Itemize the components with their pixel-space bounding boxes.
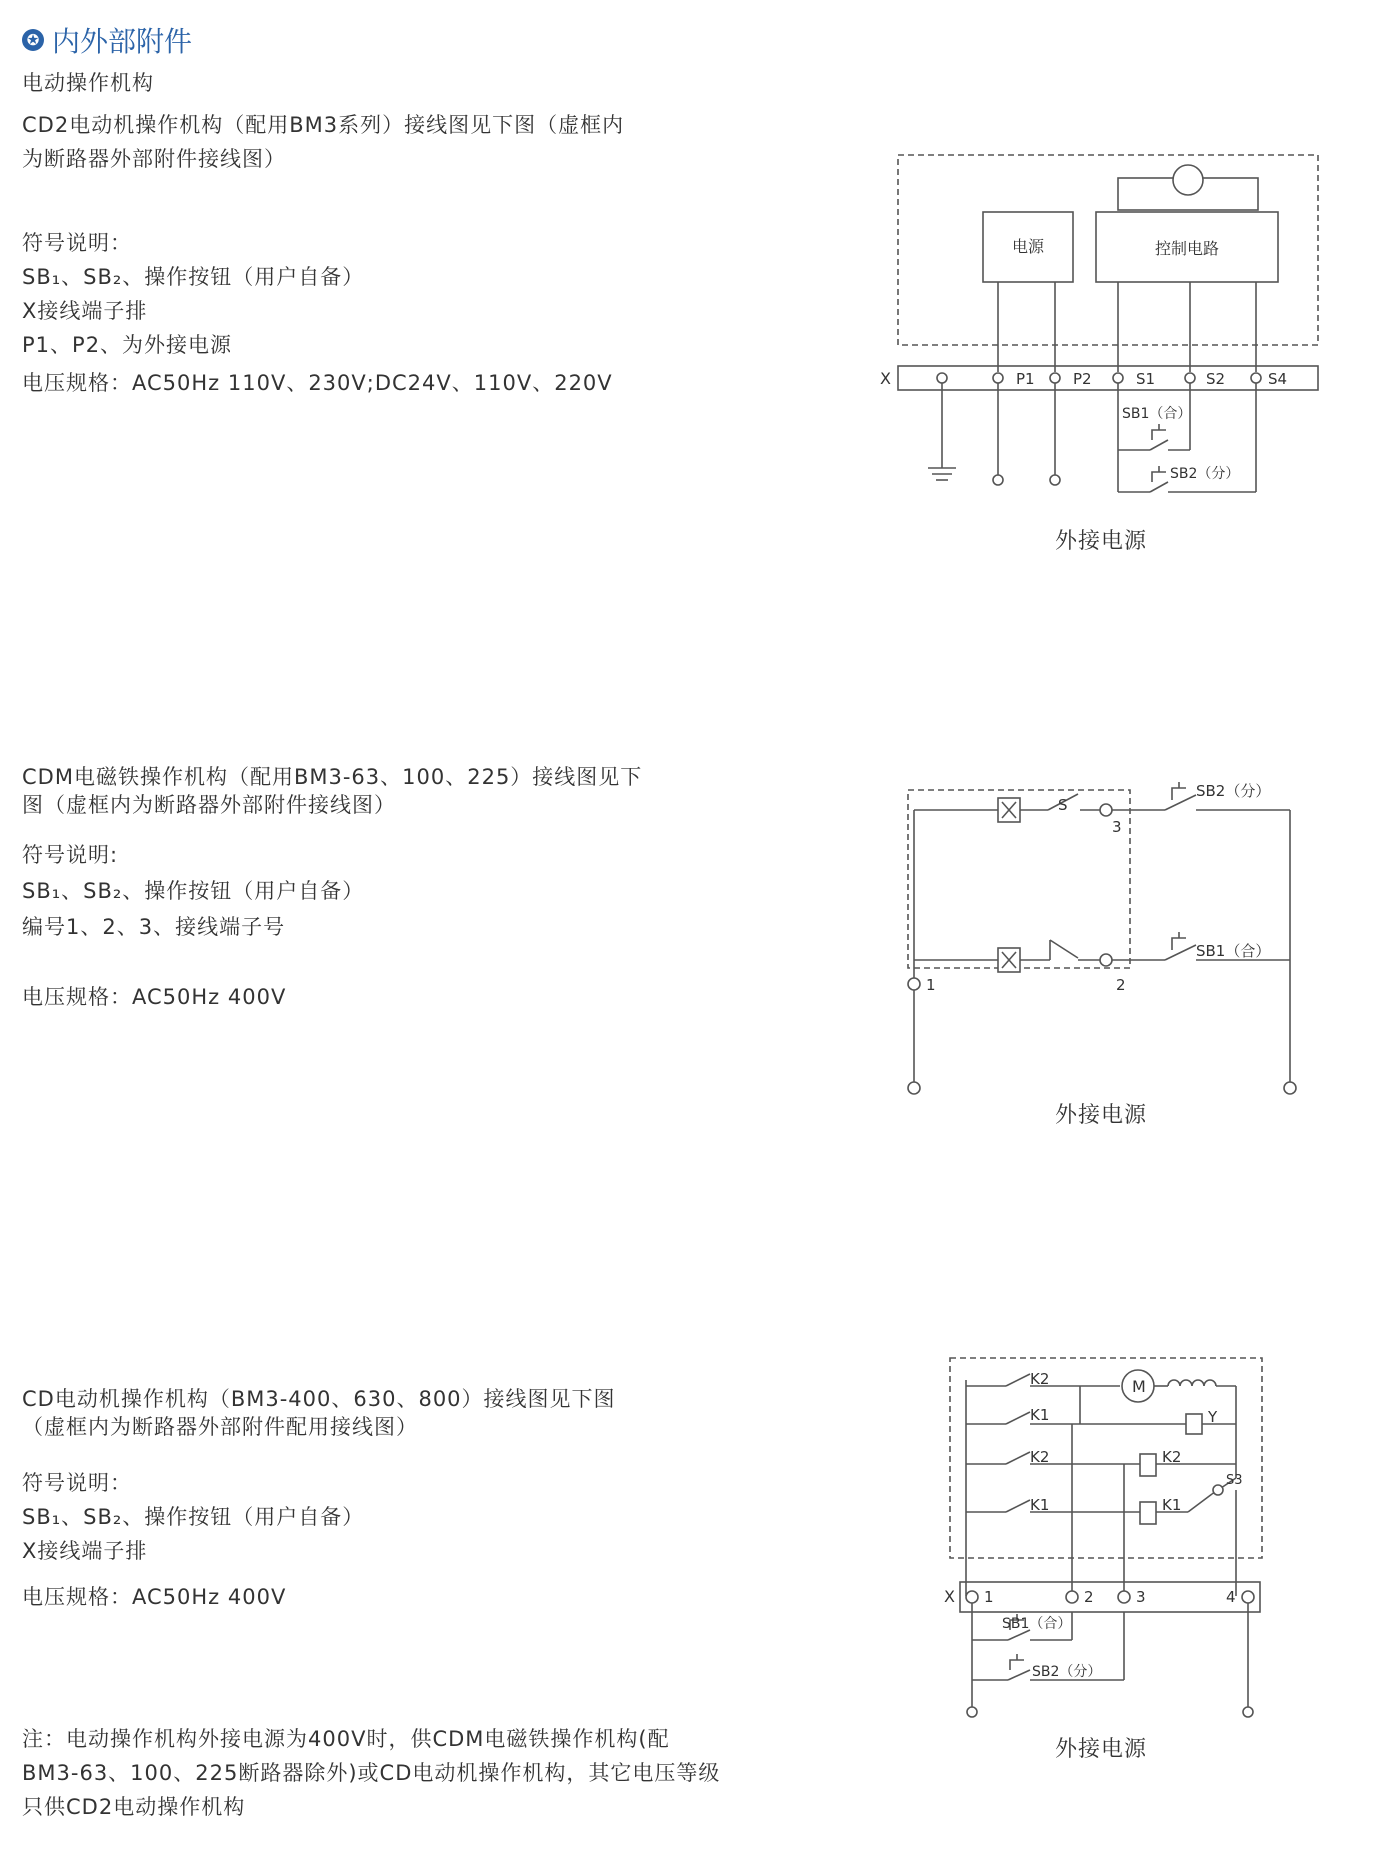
diagram3-s3-label: S3 [1226, 1473, 1243, 1488]
diagram3-motor-label: M [1132, 1377, 1146, 1396]
diagram3-inductor [1168, 1380, 1216, 1386]
diagram3-dashed-frame [950, 1358, 1262, 1558]
diagram1-label-s4: S4 [1268, 370, 1288, 388]
diagram3-coil-y [1186, 1414, 1202, 1434]
diagram3-k1a-label: K1 [1030, 1406, 1050, 1424]
block3-symbol-2: X接线端子排 [22, 1539, 148, 1563]
diagram2-terminal-3-label: 3 [1112, 818, 1122, 836]
block3-line2: （虚框内为断路器外部附件配用接线图） [22, 1415, 418, 1439]
diagram3-k2a-label: K2 [1030, 1370, 1050, 1388]
diagram3-terminal-1-label: 1 [984, 1588, 994, 1606]
block1-symbol-1: SB₁、SB₂、操作按钮（用户自备） [22, 265, 365, 289]
diagram3-coil-k2 [1140, 1454, 1156, 1476]
block1-symbol-2: X接线端子排 [22, 299, 148, 323]
diagram3-terminal-2-label: 2 [1084, 1588, 1094, 1606]
block2-line2: 图（虚框内为断路器外部附件接线图） [22, 793, 396, 817]
diagram3-terminal-strip [960, 1582, 1260, 1612]
diagram1-power-label: 电源 [1011, 237, 1045, 256]
block1-symbols-title: 符号说明： [22, 231, 132, 255]
block2-symbol-1: SB₁、SB₂、操作按钮（用户自备） [22, 879, 365, 903]
note-line2: BM3-63、100、225断路器除外)或CD电动机操作机构，其它电压等级 [22, 1761, 721, 1785]
block3-voltage: 电压规格：AC50Hz 400V [22, 1585, 287, 1609]
diagram3-terminal-4-label: 4 [1226, 1588, 1236, 1606]
block3-symbols-title: 符号说明： [22, 1471, 132, 1495]
note-line1: 注：电动操作机构外接电源为400V时，供CDM电磁铁操作机构(配 [22, 1727, 670, 1751]
diagram3-terminal-2 [1066, 1591, 1078, 1603]
block3-line1: CD电动机操作机构（BM3-400、630、800）接线图见下图 [22, 1387, 616, 1411]
diagram3-terminal-3 [1118, 1591, 1130, 1603]
diagram2-sb2-label: SB2（分） [1196, 782, 1271, 800]
diagram1-caption: 外接电源 [1055, 529, 1148, 554]
diagram1-sb1-label: SB1（合） [1122, 406, 1192, 422]
diagram3-s3-contact [1213, 1485, 1223, 1495]
diagram1-label-s1: S1 [1136, 370, 1156, 388]
block2-line1: CDM电磁铁操作机构（配用BM3-63、100、225）接线图见下 [22, 765, 643, 789]
diagram3-k1c-label: K1 [1162, 1496, 1182, 1514]
diagram2-s-label: S [1058, 796, 1068, 814]
diagram3-caption: 外接电源 [1055, 1737, 1148, 1762]
diagram1-label-p1: P1 [1016, 370, 1035, 388]
diagram1-sb2-label: SB2（分） [1170, 466, 1240, 482]
diagram3-terminal-4 [1242, 1591, 1254, 1603]
diagram3-k1b-label: K1 [1030, 1496, 1050, 1514]
diagram1-x-label: X [880, 369, 891, 388]
diagram3-supply-terminal-1 [967, 1707, 977, 1717]
diagram3-x-label: X [944, 1587, 955, 1606]
star-icon: ✪ [22, 29, 44, 51]
block2-voltage: 电压规格：AC50Hz 400V [22, 985, 287, 1009]
section-title-text: 内外部附件 [52, 25, 193, 58]
diagram2-caption: 外接电源 [1055, 1103, 1148, 1128]
diagram3-terminal-3-label: 3 [1136, 1588, 1146, 1606]
block1-line2: 为断路器外部附件接线图） [22, 147, 286, 171]
note-line3: 只供CD2电动操作机构 [22, 1795, 246, 1819]
diagram3-k2c-label: K2 [1162, 1448, 1182, 1466]
diagram1-label-s2: S2 [1206, 370, 1226, 388]
diagram2-terminal-2-label: 2 [1116, 976, 1126, 994]
diagram3-coil-k1 [1140, 1502, 1156, 1524]
diagram3-supply-terminal-2 [1243, 1707, 1253, 1717]
diagram3-k2b-label: K2 [1030, 1448, 1050, 1466]
block1-symbol-3: P1、P2、为外接电源 [22, 333, 233, 357]
section-subtitle: 电动操作机构 [22, 71, 154, 95]
diagram3-terminal-1 [966, 1591, 978, 1603]
diagram3-sb1-label: SB1（合） [1002, 1616, 1072, 1632]
block2-symbol-2: 编号1、2、3、接线端子号 [22, 915, 286, 939]
block2-symbols-title: 符号说明: [22, 843, 119, 867]
diagram3-y-label: Y [1208, 1408, 1218, 1426]
block3-symbol-1: SB₁、SB₂、操作按钮（用户自备） [22, 1505, 365, 1529]
diagram1-label-p2: P2 [1073, 370, 1092, 388]
diagram2-terminal-1-label: 1 [926, 976, 936, 994]
diagram2-sb1-label: SB1（合） [1196, 942, 1271, 960]
block1-line1: CD2电动机操作机构（配用BM3系列）接线图见下图（虚框内 [22, 113, 625, 137]
diagram1-control-label: 控制电路 [1154, 239, 1220, 258]
block1-voltage: 电压规格：AC50Hz 110V、230V;DC24V、110V、220V [22, 371, 613, 395]
diagram3-sb2-label: SB2（分） [1032, 1664, 1102, 1680]
